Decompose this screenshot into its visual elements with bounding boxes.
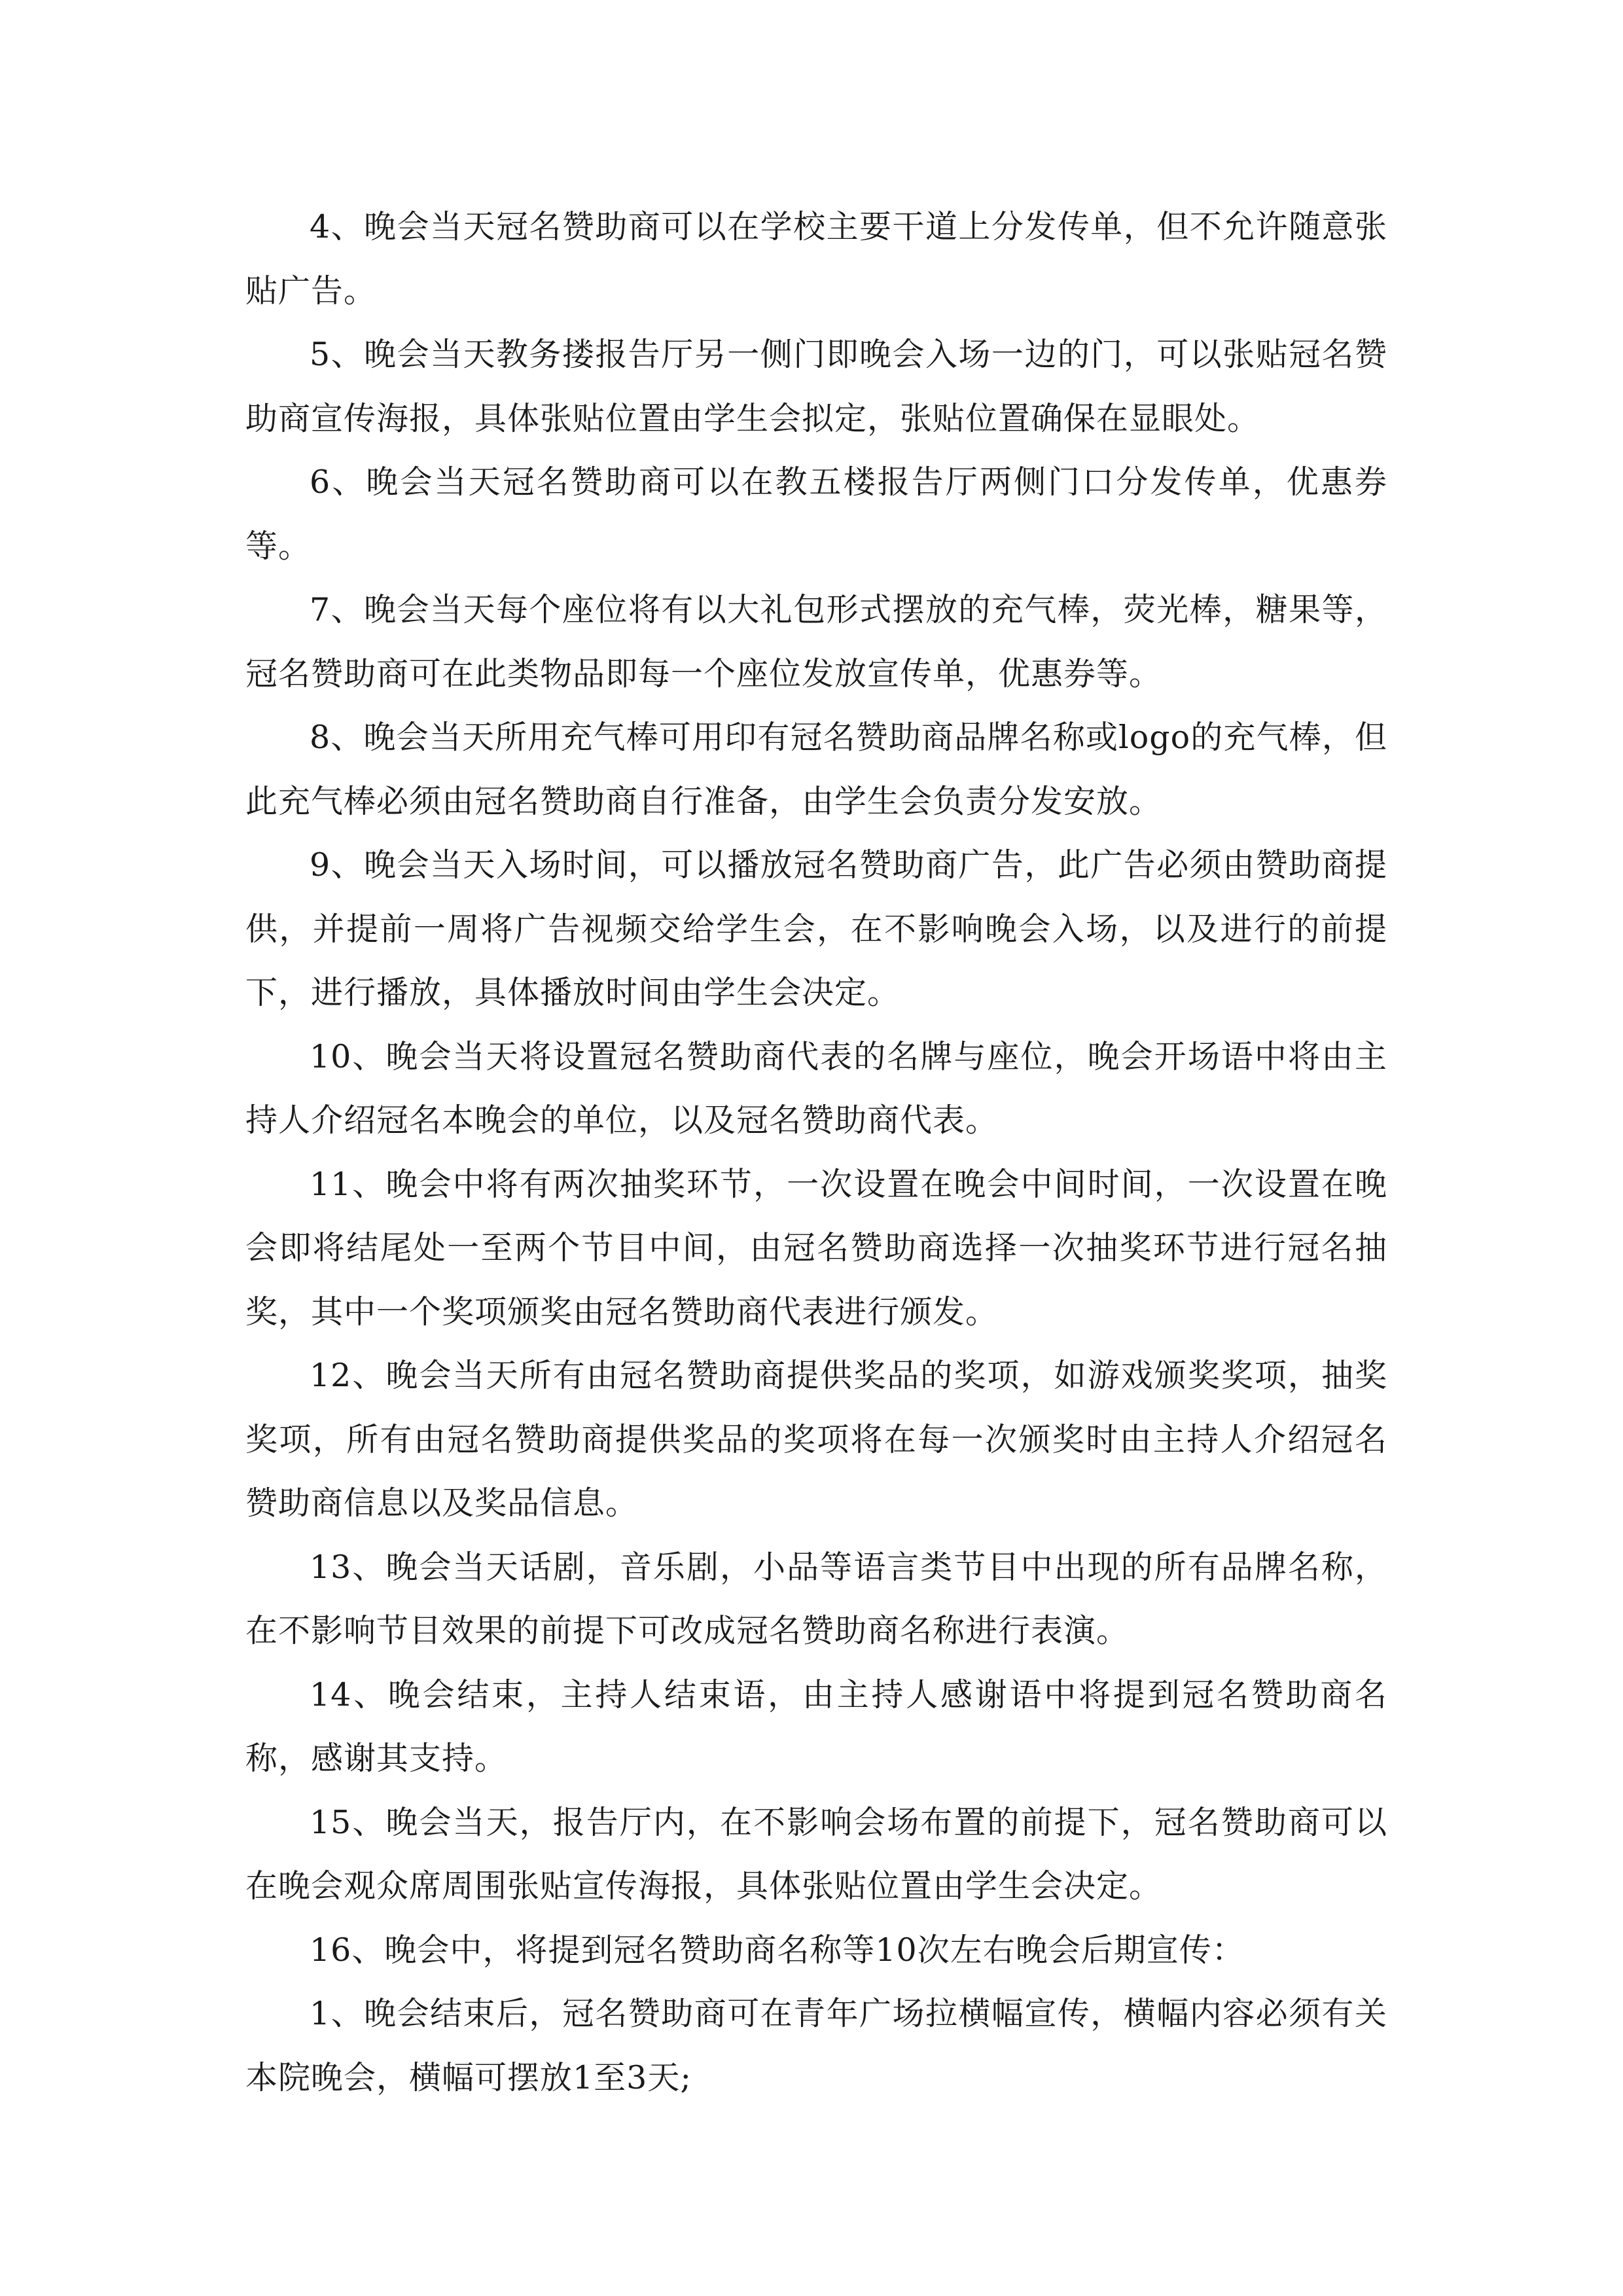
paragraph-item-16: 16、晚会中，将提到冠名赞助商名称等10次左右晚会后期宣传： — [310, 1931, 1245, 1969]
paragraph-item-14: 14、晚会结束，主持人结束语，由主持人感谢语中将提到冠名赞助商名称，感谢其支持。 — [245, 1676, 1387, 1777]
paragraph-item-7: 7、晚会当天每个座位将有以大礼包形式摆放的充气棒，荧光棒，糖果等，冠名赞助商可在此类物品即每一个座位发放宣传单，优惠券等。 — [245, 591, 1387, 692]
paragraph-item-13: 13、晚会当天话剧，音乐剧，小品等语言类节目中出现的所有品牌名称，在不影响节目效果的前提下可改成冠名赞助商名称进行表演。 — [245, 1548, 1387, 1649]
paragraph-item-12: 12、晚会当天所有由冠名赞助商提供奖品的奖项，如游戏颁奖奖项，抽奖奖项，所有由冠名赞助商提供奖品的奖项将在每一次颁奖时由主持人介绍冠名赞助商信息以及奖品信息。 — [245, 1357, 1387, 1522]
paragraph-item-post-1: 1、晚会结束后，冠名赞助商可在青年广场拉横幅宣传，横幅内容必须有关本院晚会，横幅可摆放1至3天; — [245, 1995, 1387, 2096]
paragraph-item-15: 15、晚会当天，报告厅内，在不影响会场布置的前提下，冠名赞助商可以在晚会观众席周围张贴宣传海报，具体张贴位置由学生会决定。 — [245, 1803, 1387, 1905]
paragraph-item-4: 4、晚会当天冠名赞助商可以在学校主要干道上分发传单，但不允许随意张贴广告。 — [245, 208, 1387, 310]
paragraph-item-9: 9、晚会当天入场时间，可以播放冠名赞助商广告，此广告必须由赞助商提供，并提前一周将广告视频交给学生会，在不影响晚会入场，以及进行的前提下，进行播放，具体播放时间由学生会决定。 — [245, 846, 1387, 1011]
paragraph-item-5: 5、晚会当天教务搂报告厅另一侧门即晚会入场一边的门，可以张贴冠名赞助商宣传海报，具体张贴位置由学生会拟定，张贴位置确保在显眼处。 — [245, 336, 1387, 437]
paragraph-item-6: 6、晚会当天冠名赞助商可以在教五楼报告厅两侧门口分发传单，优惠券等。 — [245, 463, 1387, 565]
paragraph-item-11: 11、晚会中将有两次抽奖环节，一次设置在晚会中间时间，一次设置在晚会即将结尾处一至两个节目中间，由冠名赞助商选择一次抽奖环节进行冠名抽奖，其中一个奖项颁奖由冠名赞助商代表进行颁发。 — [245, 1165, 1387, 1331]
paragraph-item-8: 8、晚会当天所用充气棒可用印有冠名赞助商品牌名称或logo的充气棒，但此充气棒必须由冠名赞助商自行准备，由学生会负责分发安放。 — [245, 719, 1387, 820]
document-body — [245, 195, 1387, 2109]
paragraph-item-10: 10、晚会当天将设置冠名赞助商代表的名牌与座位，晚会开场语中将由主持人介绍冠名本晚会的单位，以及冠名赞助商代表。 — [245, 1037, 1387, 1139]
